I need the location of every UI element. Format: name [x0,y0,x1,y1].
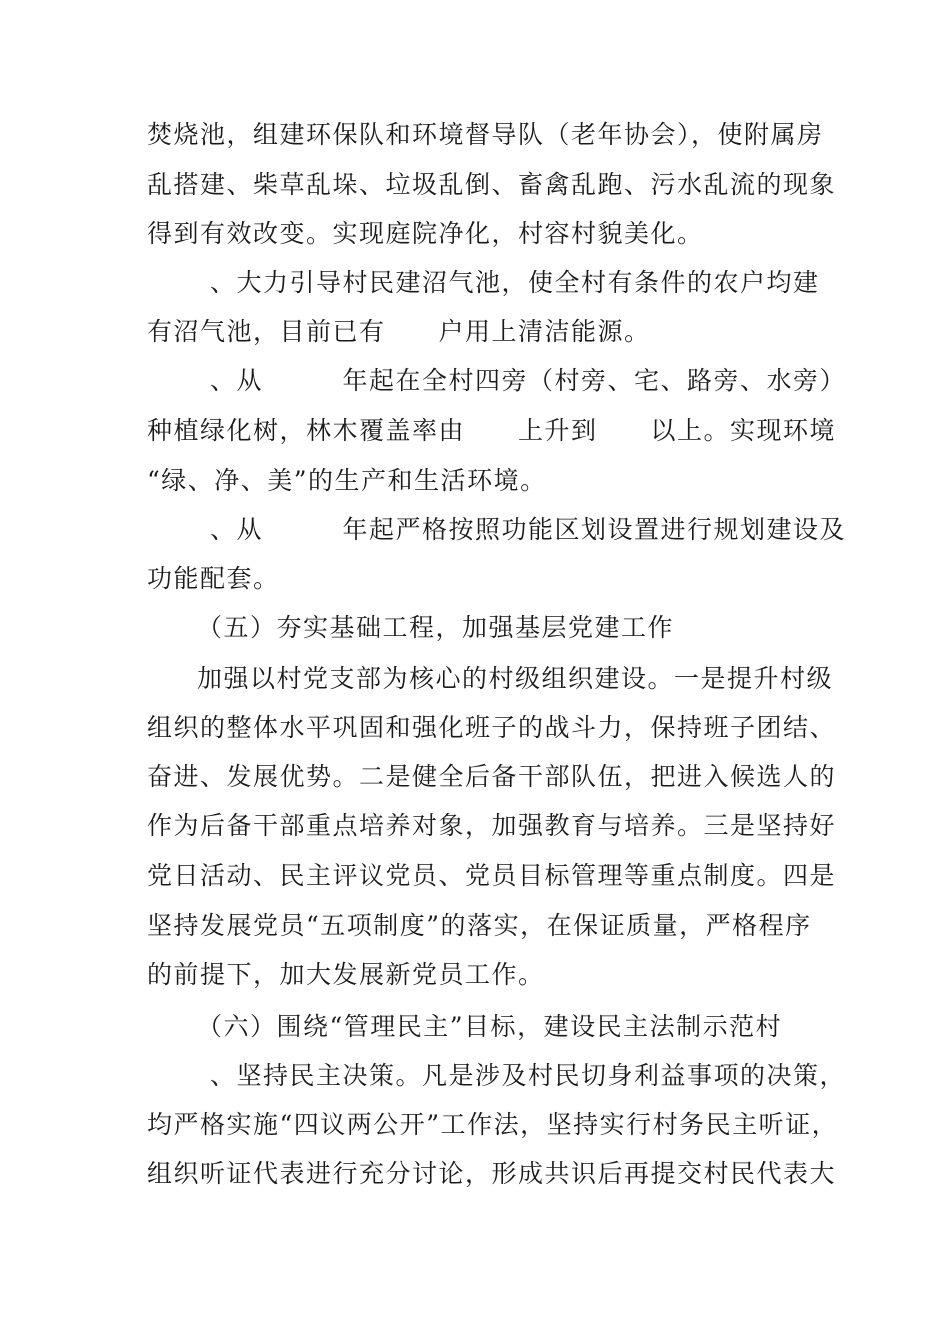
text-line-4: 、大力引导村民建沼气池，使全村有条件的农户均建 [210,268,820,297]
text-line-3: 得到有效改变。实现庭院净化，村容村貌美化。 [147,219,704,248]
text-line-12: 加强以村党支部为核心的村级组织建设。一是提升村级 [197,664,834,693]
text-line-1: 焚烧池，组建环保队和环境督导队（老年协会），使附属房 [147,120,824,149]
text-line-6: 、从 年起在全村四旁（村旁、宅、路旁、水旁） [210,366,847,395]
text-line-2: 乱搭建、柴草乱垛、垃圾乱倒、畜禽乱跑、污水乱流的现象 [147,170,837,199]
text-line-21: 均严格实施“四议两公开”工作法，坚持实行村务民主听证， [147,1110,839,1139]
text-line-9: 、从 年起严格按照功能区划设置进行规划建设及 [210,515,847,544]
text-line-7: 种植绿化树，林木覆盖率由 上升到 以上。实现环境 [147,416,837,445]
text-line-13: 组织的整体水平巩固和强化班子的战斗力，保持班子团结、 [147,713,837,742]
text-line-14: 奋进、发展优势。二是健全后备干部队伍，把进入候选人的 [147,762,837,791]
text-line-5: 有沼气池，目前已有 户用上清洁能源。 [147,317,651,346]
text-line-18: 的前提下，加大发展新党员工作。 [147,960,545,989]
section-heading-6: （六）围绕“管理民主”目标，建设民主法制示范村 [197,1012,783,1041]
text-line-15: 作为后备干部重点培养对象，加强教育与培养。三是坚持好 [147,811,837,840]
section-heading-5: （五）夯实基础工程，加强基层党建工作 [197,613,675,642]
text-line-17: 坚持发展党员“五项制度”的落实，在保证质量，严格程序 [147,911,812,940]
text-line-22: 组织听证代表进行充分讨论，形成共识后再提交村民代表大 [147,1159,837,1188]
text-line-8: “绿、净、美”的生产和生活环境。 [147,466,547,495]
text-line-10: 功能配套。 [147,564,280,593]
text-line-20: 、坚持民主决策。凡是涉及村民切身利益事项的决策， [210,1061,847,1090]
text-line-16: 党日活动、民主评议党员、党员目标管理等重点制度。四是 [147,861,837,890]
